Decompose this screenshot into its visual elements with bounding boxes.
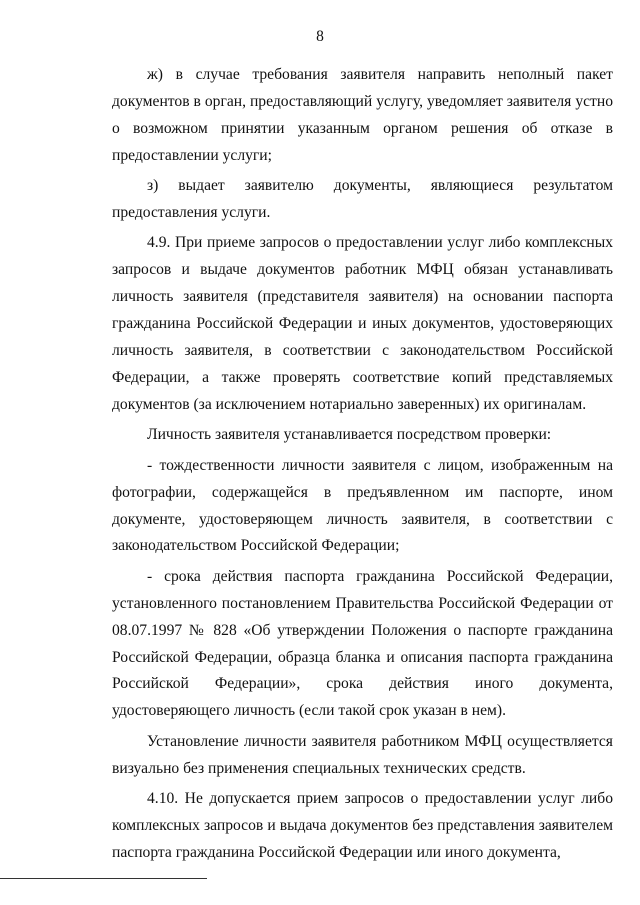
page-number: 8 (316, 28, 324, 45)
paragraph-identity-check: Личность заявителя устанавливается посредством проверки: (147, 426, 552, 444)
paragraph-4-9: 4.9. При приеме запросов о предоставлении услуг либо комплексных запросов и выдаче документов работник МФЦ обязан устанавливать личность заявителя (представителя заявителя) на основании паспорта гражданина Российской Федерации и иных документов, удостоверяющих личность заявителя, в соответствии с законодательством Российской Федерации, а также проверять соответствие копий представляемых документов (за исключением нотариально заверенных) их оригиналам. (112, 234, 613, 413)
document-body (112, 62, 613, 867)
paragraph-z: з) выдает заявителю документы, являющиеся результатом предоставления услуги. (112, 177, 613, 222)
paragraph-4-10: 4.10. Не допускается прием запросов о предоставлении услуг либо комплексных запросов и выдача документов без представления заявителем паспорта гражданина Российской Федерации или иного документа, (112, 790, 613, 861)
paragraph-visual-check: Установление личности заявителя работником МФЦ осуществляется визуально без применения специальных технических средств. (112, 732, 613, 777)
paragraph-zh: ж) в случае требования заявителя направить неполный пакет документов в орган, предоставляющий услугу, уведомляет заявителя устно о возможном принятии указанным органом решения об отказе в предоставлении услуги; (112, 66, 613, 164)
paragraph-passport-validity: - срока действия паспорта гражданина Российской Федерации, установленного постановлением Правительства Российской Федерации от 08.07.1997 № 828 «Об утверждении Положения о паспорте гражданина Российской Федерации, образца бланка и описания паспорта гражданина Российской Федерации», срока действия иного документа, удостоверяющего личность (если такой срок указан в нем). (112, 567, 613, 720)
footer-rule (0, 878, 207, 879)
paragraph-identity-photo: - тождественности личности заявителя с лицом, изображенным на фотографии, содержащейся в предъявленном им паспорте, ином документе, удостоверяющем личность заявителя, в соответствии с законодательством Российской Федерации; (112, 456, 613, 555)
